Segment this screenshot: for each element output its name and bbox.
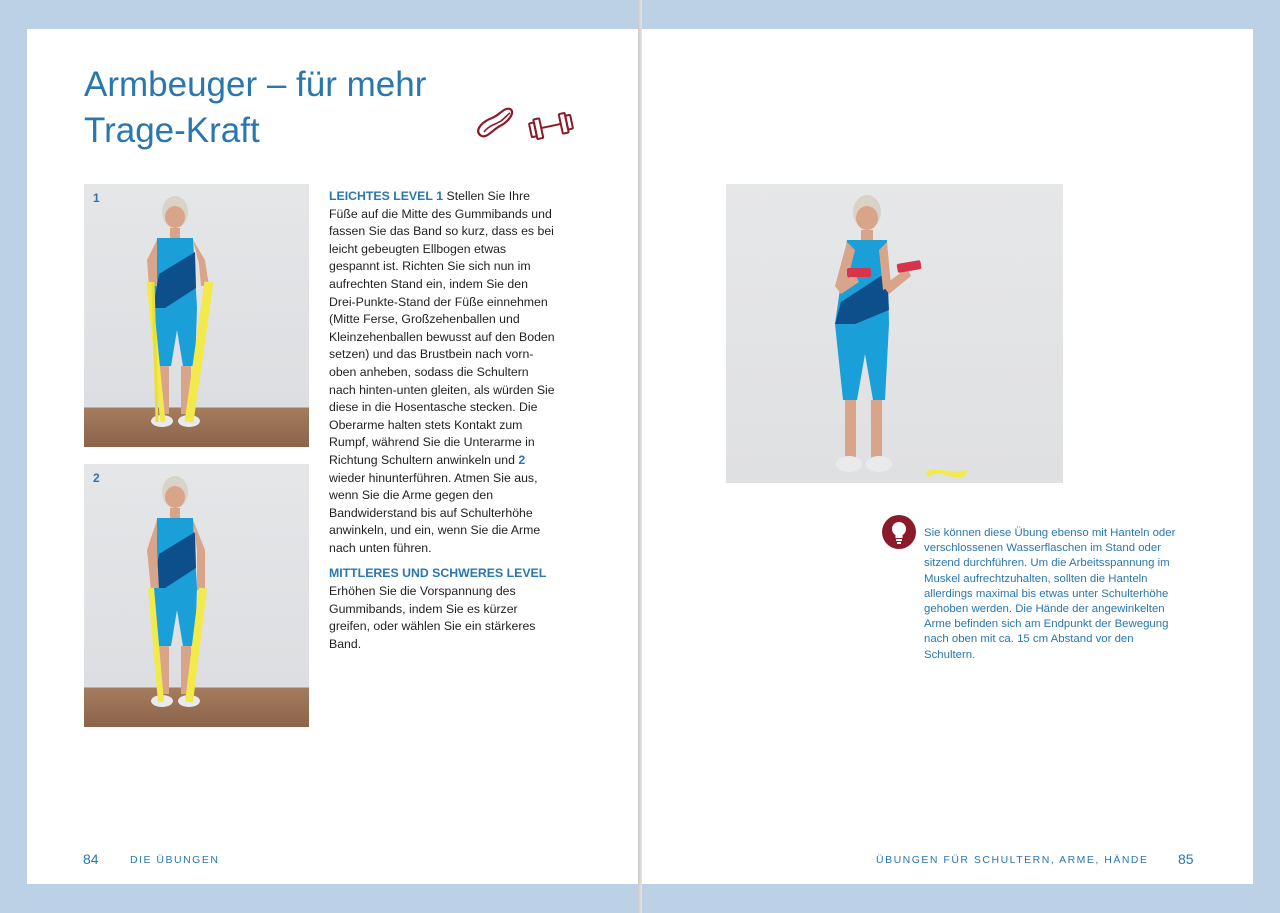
easy-level-text-1: Stellen Sie Ihre Füße auf die Mitte des Gummibands und fassen Sie das Band so kurz, dass es bei leicht gebeugten Ellbogen etwas gespannt ist. Richten Sie sich nun im aufrechten Stand ein, indem Sie den Drei-Punkte-Stand der Füße einnehmen (Mitte Ferse, Großzehenballen und Kleinzehenballen bewusst auf den Boden setzen) und das Brustbein nach vorn-oben anheben, sodass die Schultern nach hinten-unten gleiten, als würden Sie diese in die Hosentasche stecken. Die Oberarme halten stets Kontakt zum Rumpf, während Sie die Unterarme in Richtung Schultern anwinkeln und xyxy=(329,189,555,467)
easy-level-heading: LEICHTES LEVEL xyxy=(329,189,433,203)
step-2-ref: 2 xyxy=(518,452,526,467)
easy-level-paragraph xyxy=(329,188,557,557)
page-number-left: 84 xyxy=(83,851,99,867)
woman-with-dumbbells-figure xyxy=(821,190,971,482)
resistance-band-icon xyxy=(474,104,516,142)
photo-number: 2 xyxy=(93,471,100,485)
resistance-band-on-floor xyxy=(924,461,970,479)
page-number-right: 85 xyxy=(1178,851,1194,867)
woman-with-band-figure xyxy=(129,190,259,445)
left-page xyxy=(27,29,638,884)
exercise-photo-2 xyxy=(84,464,309,727)
easy-level-text-2: wieder hinunterführen. Atmen Sie aus, wenn Sie die Arme gegen den Bandwiderstand bis auf Schulterhöhe anwinkeln, und ein, wenn Sie die Arme nach unten führen. xyxy=(329,470,541,555)
title-line-2: Trage-Kraft xyxy=(84,111,260,150)
dumbbell-exercise-photo xyxy=(726,184,1063,483)
tip-text: Sie können diese Übung ebenso mit Hanteln oder verschlossenen Wasserflaschen im Stand oder sitzend durchführen. Um die Arbeitsspannung im Muskel aufrechtzuhalten, sollten die Hanteln allerdings maximal bis etwas unter Schulterhöhe gehoben werden. Die Hände der angewinkelten Arme befinden sich am Endpunkt der Bewegung nach oben mit ca. 15 cm Abstand vor den Schultern. xyxy=(924,527,1176,661)
title-line-1: Armbeuger – für mehr xyxy=(84,65,427,104)
hard-level-heading: MITTLERES UND SCHWERES LEVEL xyxy=(329,566,547,581)
exercise-instructions xyxy=(329,188,557,653)
hard-level-text: Erhöhen Sie die Vorspannung des Gummibands, indem Sie es kürzer greifen, oder wählen Sie ein stärkeres Band. xyxy=(329,584,536,651)
hard-level-paragraph xyxy=(329,565,557,653)
step-1-ref: 1 xyxy=(436,189,444,203)
exercise-title xyxy=(84,62,504,154)
photo-number: 1 xyxy=(93,191,100,205)
right-page xyxy=(642,29,1253,884)
exercise-photo-1 xyxy=(84,184,309,447)
dumbbell-icon xyxy=(527,111,575,141)
lightbulb-icon xyxy=(882,515,916,549)
running-head-right: ÜBUNGEN FÜR SCHULTERN, ARME, HÄNDE xyxy=(876,854,1149,866)
running-head-left: DIE ÜBUNGEN xyxy=(130,854,220,866)
woman-with-band-figure xyxy=(129,470,259,725)
